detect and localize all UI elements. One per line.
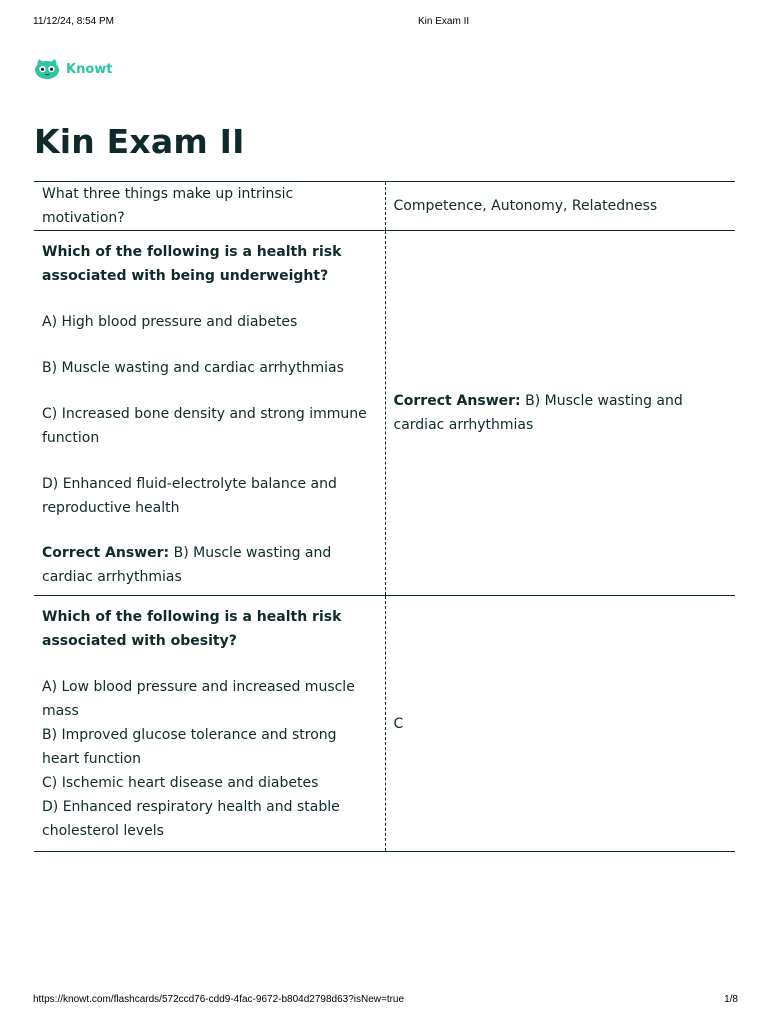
option-b: B) Improved glucose tolerance and strong heart function: [42, 727, 337, 767]
option-d: D) Enhanced fluid-electrolyte balance and reproductive health: [42, 476, 337, 516]
table-row: [34, 596, 735, 852]
card-term: What three things make up intrinsic motivation?: [34, 182, 385, 231]
card-term: [34, 596, 385, 852]
brand[interactable]: [34, 57, 112, 81]
card-definition: C: [393, 715, 404, 732]
brand-name: Knowt: [66, 61, 113, 77]
page-title: Kin Exam II: [34, 122, 245, 161]
flashcard-table: [34, 181, 735, 852]
question-text: Which of the following is a health risk associated with obesity?: [42, 609, 342, 649]
option-d: D) Enhanced respiratory health and stable cholesterol levels: [42, 799, 340, 839]
print-header: [33, 16, 738, 32]
card-term: [34, 231, 385, 596]
option-c: C) Ischemic heart disease and diabetes: [42, 775, 319, 791]
answer-text: B) Muscle wasting and cardiac arrhythmias: [393, 393, 683, 433]
option-c: C) Increased bone density and strong immune function: [42, 406, 367, 446]
option-b: B) Muscle wasting and cardiac arrhythmias: [42, 360, 344, 376]
answer-text: B) Muscle wasting and cardiac arrhythmias: [42, 545, 332, 585]
knowt-logo-icon: [34, 58, 60, 80]
card-definition: [385, 231, 735, 596]
page-number: 1/8: [724, 994, 738, 1005]
print-footer: [33, 994, 738, 1010]
card-definition: Competence, Autonomy, Relatedness: [393, 198, 658, 214]
answer-label: Correct Answer:: [393, 393, 521, 409]
page-url[interactable]: https://knowt.com/flashcards/572ccd76-cdd9-4fac-9672-b804d2798d63?isNew=true: [33, 994, 405, 1005]
print-datetime: 11/12/24, 8:54 PM: [33, 16, 114, 27]
table-row: [34, 231, 735, 596]
answer-label: Correct Answer:: [42, 545, 170, 561]
question-text: Which of the following is a health risk associated with being underweight?: [42, 244, 342, 284]
option-a: A) Low blood pressure and increased muscle mass: [42, 679, 355, 719]
option-a: A) High blood pressure and diabetes: [42, 314, 298, 330]
table-row: [34, 182, 735, 231]
answer-line: [42, 541, 377, 589]
print-title: Kin Exam II: [418, 16, 470, 27]
